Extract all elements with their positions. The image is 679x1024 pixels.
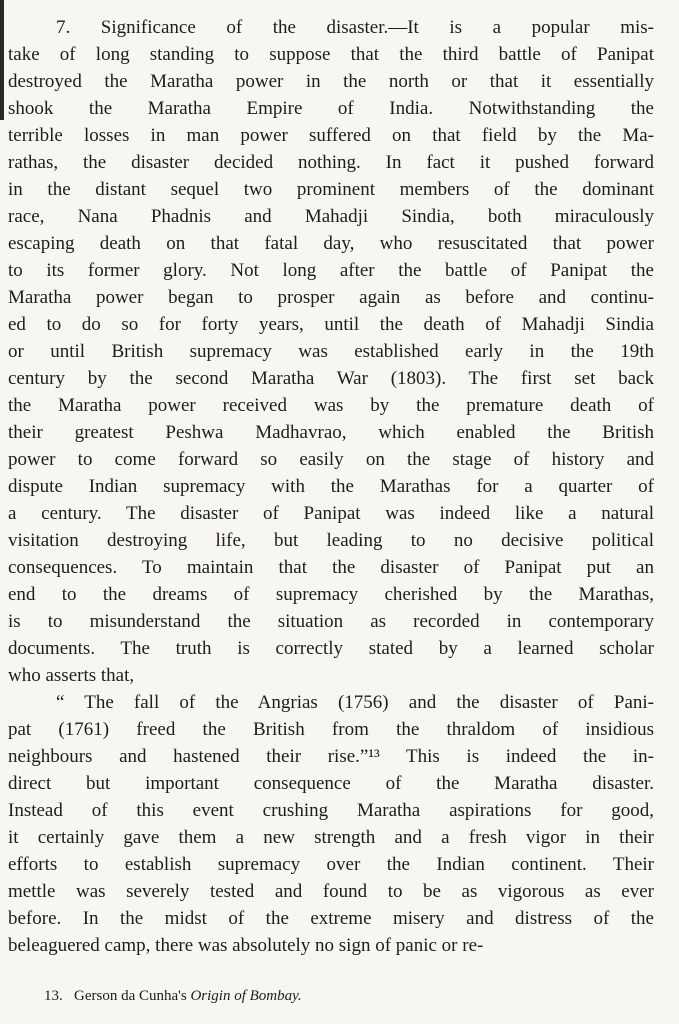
text-line: who asserts that, bbox=[8, 665, 135, 686]
footnote-author: Gerson da Cunha's bbox=[74, 988, 187, 1004]
text-line: mettle was severely tested and found to be as vigorous as ever bbox=[8, 881, 654, 902]
text-line: Instead of this event crushing Maratha aspirations for good, bbox=[8, 800, 654, 821]
text-line: a century. The disaster of Panipat was indeed like a natural bbox=[8, 503, 654, 524]
text-line: to its former glory. Not long after the battle of Panipat the bbox=[8, 260, 654, 281]
text-line: power to come forward so easily on the stage of history and bbox=[8, 449, 654, 470]
text-line: dispute Indian supremacy with the Marathas for a quarter of bbox=[8, 476, 654, 497]
text-line: efforts to establish supremacy over the Indian continent. Their bbox=[8, 854, 654, 875]
footnote bbox=[44, 986, 302, 1006]
text-line: escaping death on that fatal day, who resuscitated that power bbox=[8, 233, 654, 254]
text-line: consequences. To maintain that the disaster of Panipat put an bbox=[8, 557, 654, 578]
text-line: their greatest Peshwa Madhavrao, which enabled the British bbox=[8, 422, 654, 443]
page-edge-shadow bbox=[0, 0, 4, 120]
text-line: in the distant sequel two prominent members of the dominant bbox=[8, 179, 654, 200]
paragraph-2 bbox=[8, 689, 654, 959]
footnote-rule bbox=[36, 978, 216, 979]
text-line: shook the Maratha Empire of India. Notwithstanding the bbox=[8, 98, 654, 119]
text-line: the Maratha power received was by the premature death of bbox=[8, 395, 654, 416]
text-line: neighbours and hastened their rise.”¹³ This is indeed the in- bbox=[8, 746, 654, 767]
document-page bbox=[8, 14, 654, 959]
text-line: century by the second Maratha War (1803). The first set back bbox=[8, 368, 654, 389]
text-line: “ The fall of the Angrias (1756) and the disaster of Pani- bbox=[56, 692, 654, 713]
text-line: destroyed the Maratha power in the north or that it essentially bbox=[8, 71, 654, 92]
text-line: pat (1761) freed the British from the thraldom of insidious bbox=[8, 719, 654, 740]
text-line: 7. Significance of the disaster.—It is a popular mis- bbox=[56, 17, 654, 38]
text-line: terrible losses in man power suffered on that field by the Ma- bbox=[8, 125, 654, 146]
text-line: direct but important consequence of the Maratha disaster. bbox=[8, 773, 654, 794]
text-line: beleaguered camp, there was absolutely no sign of panic or re- bbox=[8, 935, 484, 956]
text-line: it certainly gave them a new strength and a fresh vigor in their bbox=[8, 827, 654, 848]
text-line: rathas, the disaster decided nothing. In fact it pushed forward bbox=[8, 152, 654, 173]
text-line: Maratha power began to prosper again as before and continu- bbox=[8, 287, 654, 308]
text-line: before. In the midst of the extreme misery and distress of the bbox=[8, 908, 654, 929]
text-line: ed to do so for forty years, until the death of Mahadji Sindia bbox=[8, 314, 654, 335]
text-line: documents. The truth is correctly stated by a learned scholar bbox=[8, 638, 654, 659]
text-line: take of long standing to suppose that the third battle of Panipat bbox=[8, 44, 654, 65]
footnote-number: 13. bbox=[44, 988, 63, 1004]
text-line: end to the dreams of supremacy cherished by the Marathas, bbox=[8, 584, 654, 605]
text-line: race, Nana Phadnis and Mahadji Sindia, both miraculously bbox=[8, 206, 654, 227]
text-line: is to misunderstand the situation as recorded in contemporary bbox=[8, 611, 654, 632]
text-line: or until British supremacy was established early in the 19th bbox=[8, 341, 654, 362]
text-line: visitation destroying life, but leading to no decisive political bbox=[8, 530, 654, 551]
footnote-work-title: Origin of Bombay. bbox=[190, 988, 302, 1004]
paragraph-1 bbox=[8, 14, 654, 689]
